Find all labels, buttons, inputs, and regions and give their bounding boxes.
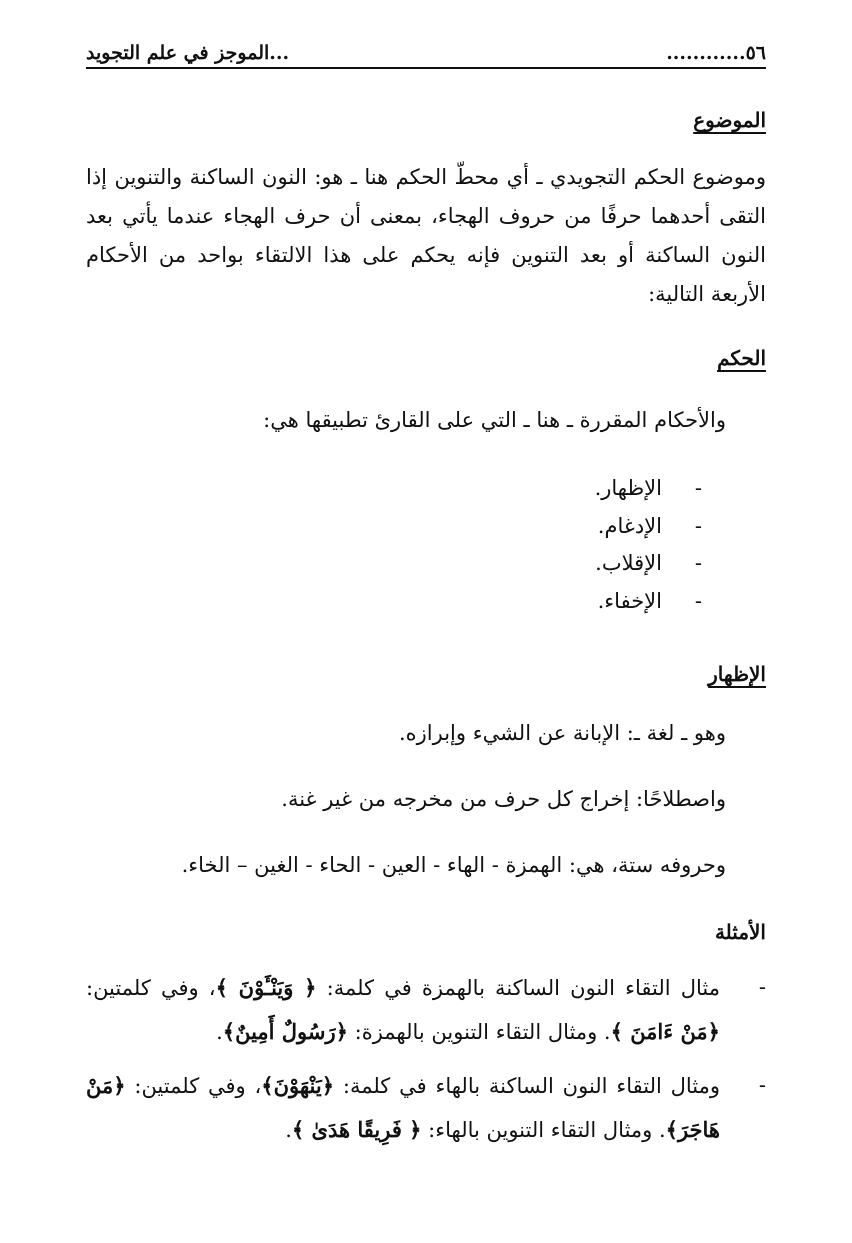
book-title: ...الموجز في علم التجويد [86,42,290,64]
page-number: ٥٦............ [666,42,766,64]
example-item [86,966,766,1054]
quran-verse: ﴿مَنْ هَاجَرَ﴾ [86,1073,720,1142]
list-item-label: الإدغام. [597,513,662,538]
list-dash: - [694,476,702,500]
quran-verse: ﴿رَسُولٌ أَمِينٌ﴾ [222,1019,348,1044]
list-item-label: الإقلاب. [595,551,662,575]
izhar-technical: واصطلاحًا: إخراج كل حرف من مخرجه من غير غنة. [281,787,726,811]
izhar-linguistic: وهو ـ لغة ـ: الإبانة عن الشيء وإبرازه. [398,721,726,745]
izhar-letters: وحروفه ستة، هي: الهمزة - الهاء - العين - الحاء - الغين – الخاء. [181,853,726,877]
list-dash: - [758,1073,766,1097]
list-item [595,545,702,583]
rulings-list [595,470,702,620]
izhar-heading: الإظهار [708,662,766,686]
list-dash: - [694,551,702,575]
examples-heading: الأمثلة [714,920,766,944]
example-item [86,1064,766,1152]
list-dash: - [694,513,702,538]
example-text: مثال التقاء النون الساكنة بالهمزة في كلمة: ﴿ وَيَنْـَٔوْنَ ﴾، وفي كلمتين: ﴿مَنْ ءَامَنَ ﴾. ومثال التقاء التنوين بالهمزة: ﴿رَسُولٌ أَمِينٌ﴾. [86,975,720,1044]
list-dash: - [758,975,766,999]
list-item-label: الإخفاء. [597,588,662,613]
quran-verse: ﴿يَنْهَوْنَ﴾ [261,1073,335,1098]
running-header [86,34,766,64]
list-item [595,470,702,508]
topic-paragraph: وموضوع الحكم التجويدي ـ أي محطّ الحكم هنا ـ هو: النون الساكنة والتنوين إذا التقى أحدهما حرفًا من حروف الهجاء، بمعنى أن حرف الهجاء عندما يأتي بعد النون الساكنة أو بعد التنوين فإنه يحكم على هذا الالتقاء بواحد من الأحكام الأربعة التالية: [86,165,766,306]
ruling-intro: والأحكام المقررة ـ هنا ـ التي على القارئ تطبيقها هي: [263,408,726,432]
quran-verse: ﴿ فَرِيقًا هَدَىٰ ﴾ [291,1117,422,1142]
example-text: ومثال التقاء النون الساكنة بالهاء في كلمة: ﴿يَنْهَوْنَ﴾، وفي كلمتين: ﴿مَنْ هَاجَرَ﴾. ومثال التقاء التنوين بالهاء: ﴿ فَرِيقًا هَدَىٰ ﴾. [86,1073,720,1142]
list-item [595,508,702,546]
list-dash: - [694,588,702,613]
quran-verse: ﴿ وَيَنْـَٔوْنَ ﴾ [215,975,317,1000]
ruling-heading: الحكم [717,346,766,370]
quran-verse: ﴿مَنْ ءَامَنَ ﴾ [610,1019,720,1044]
list-item [595,583,702,621]
header-rule [86,67,766,69]
topic-heading: الموضوع [693,108,766,132]
list-item-label: الإظهار. [594,476,662,500]
